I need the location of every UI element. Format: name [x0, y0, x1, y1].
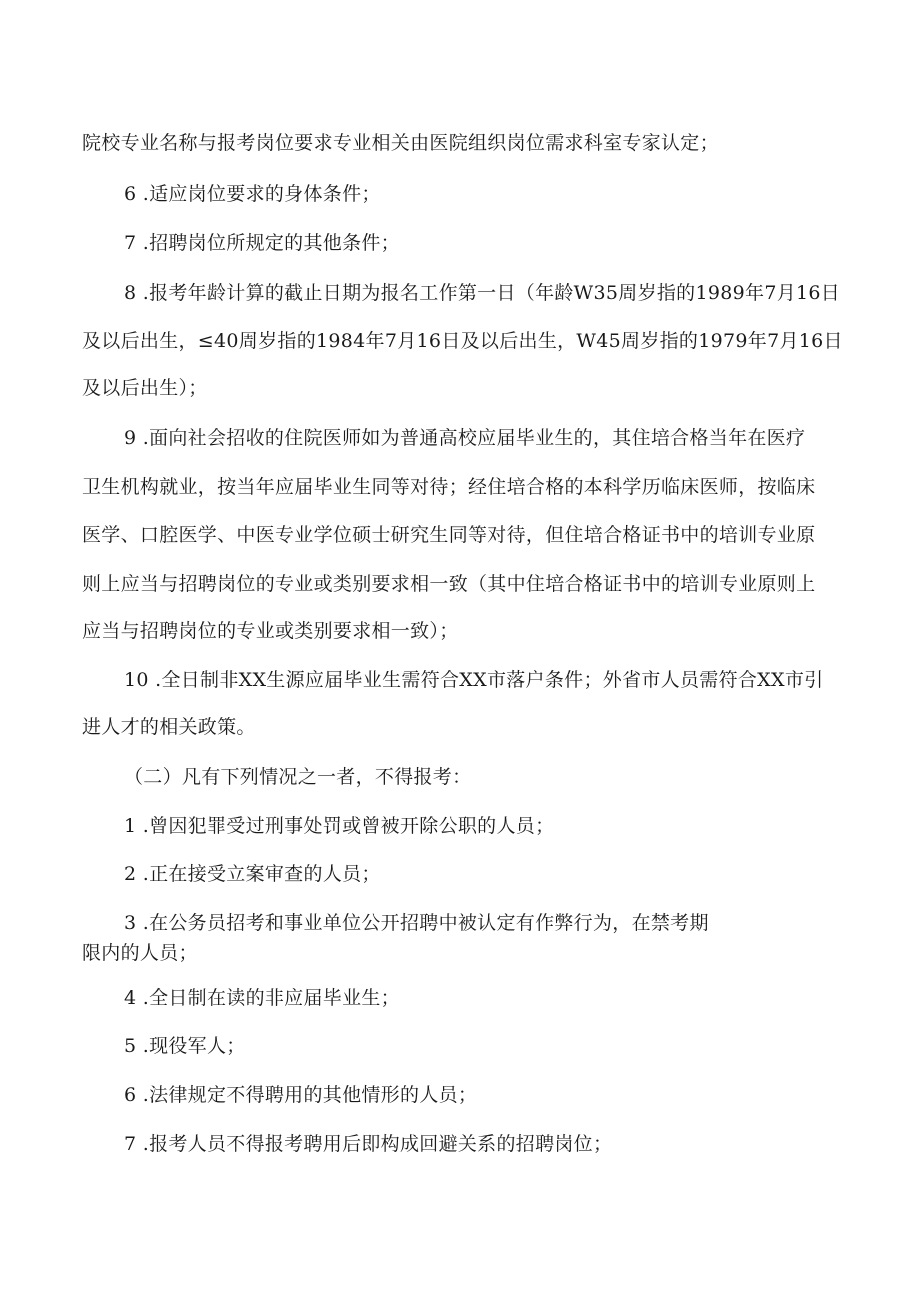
text-line: 10 .全日制非XX生源应届毕业生需符合XX市落户条件；外省市人员需符合XX市引	[124, 669, 824, 691]
text-line: 应当与招聘岗位的专业或类别要求相一致）；	[82, 620, 459, 642]
text-line: 9 .面向社会招收的住院医师如为普通高校应届毕业生的，其住培合格当年在医疗	[124, 427, 806, 449]
text-line: 及以后出生）；	[82, 377, 208, 399]
text-line: 则上应当与招聘岗位的专业或类别要求相一致（其中住培合格证书中的培训专业原则上	[82, 573, 816, 595]
section-heading: （二）凡有下列情况之一者，不得报考：	[124, 766, 472, 788]
text-line: 进人才的相关政策。	[82, 716, 256, 738]
text-line: 及以后出生，≤40周岁指的1984年7月16日及以后出生，W45周岁指的1979年7月16日	[82, 330, 843, 352]
text-line: 4 .全日制在读的非应届毕业生；	[124, 987, 400, 1009]
text-line: 2 .正在接受立案审查的人员；	[124, 863, 381, 885]
text-line: 医学、口腔医学、中医专业学位硕士研究生同等对待，但住培合格证书中的培训专业原	[82, 524, 816, 546]
text-line: 3 .在公务员招考和事业单位公开招聘中被认定有作弊行为，在禁考期	[124, 912, 709, 934]
text-line: 7 .报考人员不得报考聘用后即构成回避关系的招聘岗位；	[124, 1133, 613, 1155]
text-line: 8 .报考年龄计算的截止日期为报名工作第一日（年龄W35周岁指的1989年7月16日	[124, 282, 841, 304]
text-line: 6 .适应岗位要求的身体条件；	[124, 183, 381, 205]
text-line: 7 .招聘岗位所规定的其他条件；	[124, 232, 400, 254]
text-line: 院校专业名称与报考岗位要求专业相关由医院组织岗位需求科室专家认定；	[82, 132, 719, 154]
text-line: 卫生机构就业，按当年应届毕业生同等对待；经住培合格的本科学历临床医师，按临床	[82, 476, 816, 498]
text-line: 6 .法律规定不得聘用的其他情形的人员；	[124, 1084, 478, 1106]
text-line: 限内的人员；	[82, 942, 198, 964]
text-line: 5 .现役军人；	[124, 1035, 246, 1057]
text-line: 1 .曾因犯罪受过刑事处罚或曾被开除公职的人员；	[124, 815, 555, 837]
